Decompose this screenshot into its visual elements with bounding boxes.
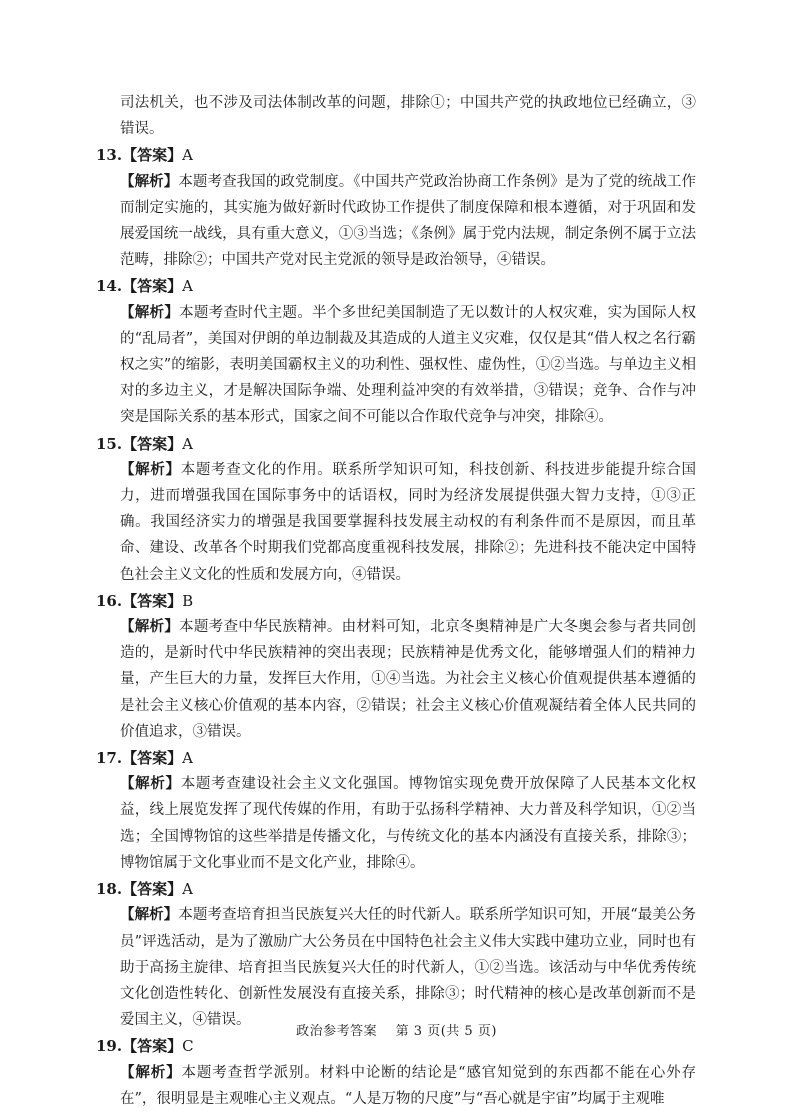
answer-items: [96, 142, 696, 1112]
answer-item: [96, 1033, 696, 1112]
answer-tag: 【答案】: [122, 277, 183, 296]
question-number: 19.: [96, 1037, 123, 1056]
answer-choice: A: [182, 277, 193, 296]
footer-page-info: 第 3 页(共 5 页): [395, 1024, 497, 1039]
answer-choice: A: [182, 434, 193, 453]
answer-tag: 【答案】: [122, 146, 183, 165]
analysis-paragraph: [96, 614, 696, 745]
analysis-tag: 【解析】: [120, 303, 180, 321]
answer-item: [96, 431, 696, 588]
analysis-text: 本题考查培育担当民族复兴大任的时代新人。联系所学知识可知，开展“最美公务员”评选活动，是为了激励广大公务员在中国特色社会主义伟大实践中建功立业，同时也有助于高扬主旋律、培育担当民族复兴大任的时代新人，①②当选。该活动与中华优秀传统文化创造性转化、创新性发展没有直接关系，排除③；时代精神的核心是改革创新而不是爱国主义，④错误。: [120, 907, 697, 1029]
answer-tag: 【答案】: [122, 880, 183, 899]
question-number: 17.: [96, 749, 123, 768]
analysis-tag: 【解析】: [120, 1063, 182, 1081]
analysis-text: 本题考查建设社会主义文化强国。博物馆实现免费开放保障了人民基本文化权益，线上展览发挥了现代传媒的作用，有助于弘扬科学精神、大力普及科学知识，①②当选；全国博物馆的这些举措是传播文化，与传统文化的基本内涵没有直接关系，排除③；博物馆属于文化事业而不是文化产业，排除④。: [120, 776, 696, 871]
answer-item: [96, 142, 696, 273]
question-number: 14.: [96, 277, 123, 296]
analysis-text: 本题考查我国的政党制度。《中国共产党政治协商工作条例》是为了党的统战工作而制定实施的，其实施为做好新时代政协工作提供了制度保障和根本遵循，对于巩固和发展爱国统一战线，具有重大意义，①③当选；《条例》属于党内法规，制定条例不属于立法范畴，排除②；中国共产党对民主党派的领导是政治领导，④错误。: [120, 173, 697, 269]
answer-tag: 【答案】: [122, 749, 183, 768]
analysis-text: 本题考查哲学派别。材料中论断的结论是“感官知觉到的东西都不能在心外存在”，很明显是主观唯心主义观点。“人是万物的尺度”与“吾心就是宇宙”均属于主观唯: [120, 1064, 696, 1107]
answer-choice: C: [182, 1037, 194, 1056]
question-number: 15.: [96, 434, 123, 453]
question-number: 18.: [96, 880, 123, 899]
page-footer: [0, 1020, 793, 1039]
analysis-paragraph: [96, 1060, 696, 1112]
analysis-tag: 【解析】: [120, 775, 181, 793]
analysis-paragraph: [96, 457, 696, 588]
analysis-paragraph: [96, 902, 696, 1033]
answer-line: [96, 745, 696, 771]
question-number: 13.: [96, 146, 123, 165]
answer-line: [96, 431, 696, 457]
answer-item: [96, 588, 696, 745]
analysis-tag: 【解析】: [120, 618, 180, 636]
answer-line: [96, 142, 696, 168]
answer-tag: 【答案】: [122, 591, 183, 610]
footer-subject: 政治参考答案: [296, 1024, 378, 1039]
analysis-tag: 【解析】: [120, 172, 179, 190]
question-number: 16.: [96, 591, 123, 610]
answer-choice: A: [182, 880, 193, 899]
analysis-text: 本题考查时代主题。半个多世纪美国制造了无以数计的人权灾难，实为国际人权的“乱局者”，美国对伊朗的单边制裁及其造成的人道主义灾难，仅仅是其“借人权之名行霸权之实”的缩影，表明美国霸权主义的功利性、强权性、虚伪性，①②当选。与单边主义相对的多边主义，才是解决国际争端、处理利益冲突的有效举措，③错误；竞争、合作与冲突是国际关系的基本形式，国家之间不可能以合作取代竞争与冲突，排除④。: [120, 304, 697, 426]
analysis-paragraph: [96, 771, 696, 876]
answer-item: [96, 273, 696, 430]
analysis-tag: 【解析】: [120, 460, 181, 478]
answer-choice: B: [182, 591, 194, 610]
answer-item: [96, 876, 696, 1033]
answer-choice: A: [182, 146, 193, 165]
analysis-paragraph: [96, 169, 696, 274]
answer-line: [96, 588, 696, 614]
analysis-text: 本题考查文化的作用。联系所学知识可知，科技创新、科技进步能提升综合国力，进而增强我国在国际事务中的话语权，同时为经济发展提供强大智力支持，①③正确。我国经济实力的增强是我国要掌握科技发展主动权的有利条件而不是原因，而且革命、建设、改革各个时期我们党都高度重视科技发展，排除②；先进科技不能决定中国特色社会主义文化的性质和发展方向，④错误。: [120, 461, 696, 583]
answer-line: [96, 876, 696, 902]
answer-choice: A: [182, 749, 193, 768]
analysis-tag: 【解析】: [120, 906, 179, 924]
answer-line: [96, 273, 696, 299]
answer-tag: 【答案】: [122, 1037, 183, 1056]
analysis-paragraph: [96, 300, 696, 431]
page-content: [96, 90, 696, 1112]
analysis-text: 本题考查中华民族精神。由材料可知，北京冬奥精神是广大冬奥会参与者共同创造的，是新时代中华民族精神的突出表现；民族精神是优秀文化，能够增强人们的精神力量，产生巨大的力量，发挥巨大作用，①④当选。为社会主义核心价值观提供基本遵循的是社会主义核心价值观的基本内容，②错误；社会主义核心价值观凝结着全体人民共同的价值追求，③错误。: [120, 619, 697, 740]
answer-tag: 【答案】: [122, 434, 183, 453]
answer-item: [96, 745, 696, 876]
intro-paragraph: 司法机关，也不涉及司法体制改革的问题，排除①；中国共产党的执政地位已经确立，③错误。: [120, 95, 696, 138]
